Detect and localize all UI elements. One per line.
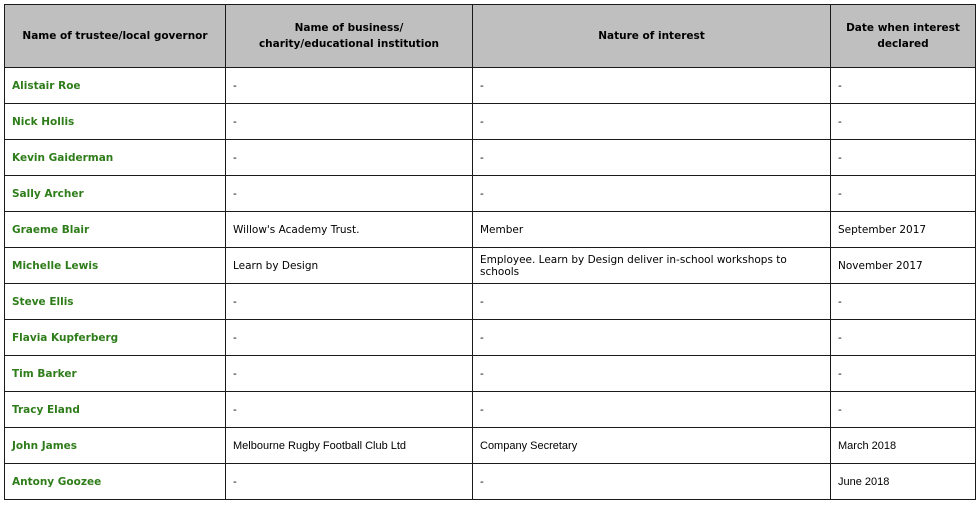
table-row xyxy=(5,212,976,248)
trustee-name-cell: Sally Archer xyxy=(5,176,226,212)
table-header-row xyxy=(5,5,976,68)
table-row xyxy=(5,428,976,464)
interest-cell: - xyxy=(473,392,831,428)
table-row xyxy=(5,356,976,392)
business-cell: Willow's Academy Trust. xyxy=(226,212,473,248)
date-cell: - xyxy=(831,320,976,356)
interest-cell: - xyxy=(473,284,831,320)
trustee-name-cell: Flavia Kupferberg xyxy=(5,320,226,356)
date-cell: - xyxy=(831,104,976,140)
date-cell: - xyxy=(831,176,976,212)
table-row xyxy=(5,464,976,500)
interest-cell: - xyxy=(473,320,831,356)
date-cell: - xyxy=(831,356,976,392)
business-cell: - xyxy=(226,284,473,320)
trustee-name-cell: John James xyxy=(5,428,226,464)
column-header-name: Name of trustee/local governor xyxy=(5,5,226,68)
business-cell: - xyxy=(226,68,473,104)
date-cell: - xyxy=(831,68,976,104)
business-cell: - xyxy=(226,356,473,392)
table-row xyxy=(5,140,976,176)
trustee-name-cell: Tracy Eland xyxy=(5,392,226,428)
business-cell: - xyxy=(226,104,473,140)
trustee-name-cell: Graeme Blair xyxy=(5,212,226,248)
business-cell: Melbourne Rugby Football Club Ltd xyxy=(226,428,473,464)
interest-cell: - xyxy=(473,68,831,104)
table-row xyxy=(5,248,976,284)
trustee-name-cell: Antony Goozee xyxy=(5,464,226,500)
business-cell: - xyxy=(226,464,473,500)
interest-cell: - xyxy=(473,464,831,500)
declaration-of-interests-table xyxy=(4,4,976,500)
interest-cell: Employee. Learn by Design deliver in-school workshops to schools xyxy=(473,248,831,284)
trustee-name-cell: Michelle Lewis xyxy=(5,248,226,284)
table-row xyxy=(5,104,976,140)
table-row xyxy=(5,320,976,356)
trustee-name-cell: Tim Barker xyxy=(5,356,226,392)
business-cell: - xyxy=(226,392,473,428)
table-row xyxy=(5,392,976,428)
interest-cell: - xyxy=(473,140,831,176)
date-cell: June 2018 xyxy=(831,464,976,500)
business-cell: - xyxy=(226,140,473,176)
interest-cell: - xyxy=(473,356,831,392)
date-cell: March 2018 xyxy=(831,428,976,464)
date-cell: November 2017 xyxy=(831,248,976,284)
interest-cell: Company Secretary xyxy=(473,428,831,464)
date-cell: - xyxy=(831,140,976,176)
column-header-date: Date when interest declared xyxy=(831,5,976,68)
trustee-name-cell: Alistair Roe xyxy=(5,68,226,104)
column-header-business: Name of business/ charity/educational institution xyxy=(226,5,473,68)
business-cell: - xyxy=(226,320,473,356)
interest-cell: - xyxy=(473,104,831,140)
business-cell: - xyxy=(226,176,473,212)
business-cell: Learn by Design xyxy=(226,248,473,284)
trustee-name-cell: Nick Hollis xyxy=(5,104,226,140)
trustee-name-cell: Steve Ellis xyxy=(5,284,226,320)
column-header-interest: Nature of interest xyxy=(473,5,831,68)
trustee-name-cell: Kevin Gaiderman xyxy=(5,140,226,176)
date-cell: September 2017 xyxy=(831,212,976,248)
table-row xyxy=(5,284,976,320)
table-row xyxy=(5,68,976,104)
table-row xyxy=(5,176,976,212)
interest-cell: Member xyxy=(473,212,831,248)
interest-cell: - xyxy=(473,176,831,212)
date-cell: - xyxy=(831,284,976,320)
date-cell: - xyxy=(831,392,976,428)
